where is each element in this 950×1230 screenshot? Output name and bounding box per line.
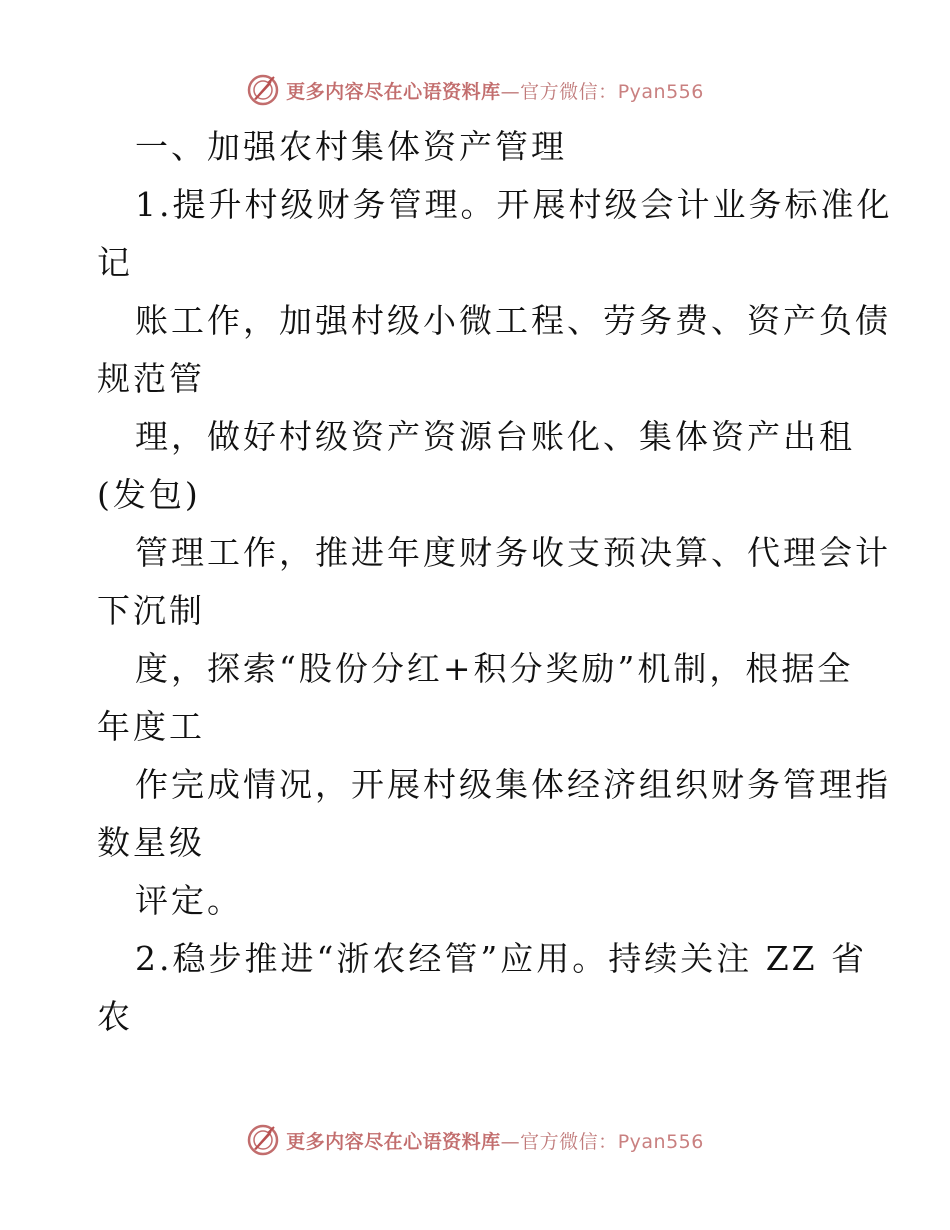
watermark-separator: — [500,1130,521,1153]
paragraph-line: 记 [97,243,133,282]
watermark-cn: 更多内容尽在心语资料库 [286,80,501,103]
paragraph-line: 规范管 [97,359,205,398]
watermark-text [286,77,704,104]
paragraph-line: (发包) [97,475,201,514]
paragraph-line: 账工作，加强村级小微工程、劳务费、资产负债 [135,301,891,340]
paragraph-line: 1.提升村级财务管理。开展村级会计业务标准化 [135,185,893,224]
section-heading: 一、加强农村集体资产管理 [135,127,567,166]
header-watermark [0,70,950,110]
watermark-label: 官方微信： [520,80,618,103]
watermark-separator: — [500,80,521,103]
watermark-cn: 更多内容尽在心语资料库 [286,1130,501,1153]
quill-pen-logo-icon [246,1123,280,1157]
watermark-id: Pyan556 [617,80,704,103]
paragraph-line: 理，做好村级资产资源台账化、集体资产出租 [135,417,855,456]
paragraph-line: 农 [97,997,133,1036]
paragraph-line: 作完成情况，开展村级集体经济组织财务管理指 [135,765,891,804]
document-body [97,118,893,1046]
paragraph-line: 管理工作，推进年度财务收支预决算、代理会计 [135,533,891,572]
paragraph-line: 度，探索“股份分红+积分奖励”机制，根据全 [135,649,854,688]
paragraph-line: 2.稳步推进“浙农经管”应用。持续关注 ZZ 省 [135,939,868,978]
paragraph-line: 评定。 [135,881,243,920]
quill-pen-logo-icon [246,73,280,107]
paragraph-line: 数星级 [97,823,205,862]
watermark-text [286,1127,704,1154]
paragraph-line: 下沉制 [97,591,205,630]
paragraph-line: 年度工 [97,707,205,746]
footer-watermark [0,1120,950,1160]
watermark-id: Pyan556 [617,1130,704,1153]
watermark-label: 官方微信： [520,1130,618,1153]
